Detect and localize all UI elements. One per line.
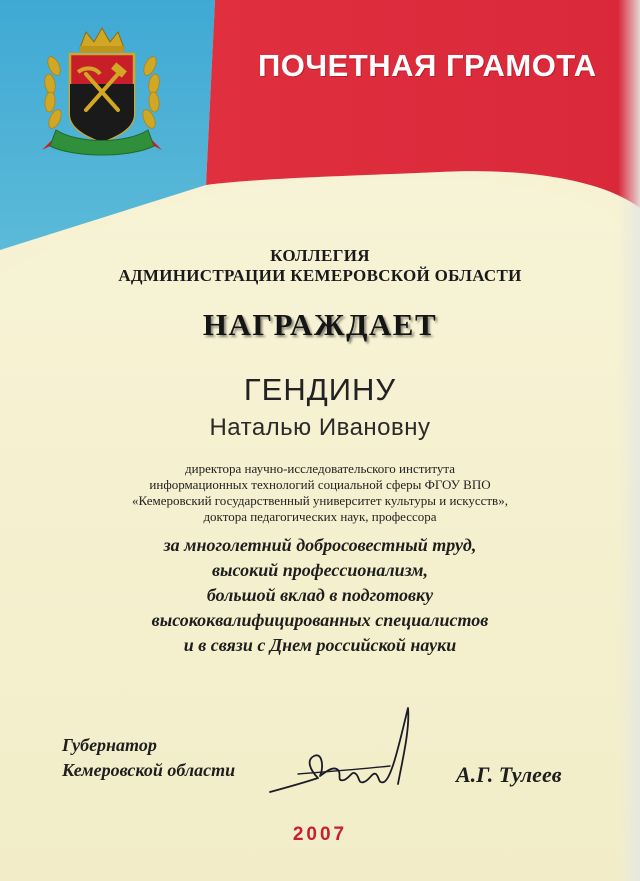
merit-line: за многолетний добросовестный труд, (163, 535, 477, 555)
position-line: информационных технологий социальной сферы ФГОУ ВПО (149, 477, 491, 492)
certificate-title: ПОЧЕТНАЯ ГРАМОТА (258, 48, 597, 83)
handwritten-signature (262, 700, 422, 810)
merit-line: большой вклад в подготовку (206, 585, 434, 605)
position-line: доктора педагогических наук, профессора (203, 509, 437, 524)
recipient-surname: ГЕНДИНУ (243, 372, 397, 407)
signatory-title-line-1: Губернатор (62, 735, 157, 755)
merit-line: и в связи с Днем российской науки (183, 635, 457, 655)
merit-line: высококвалифицированных специалистов (151, 610, 489, 630)
signatory-title-line-2: Кемеровской области (62, 760, 236, 780)
issuer-line-1: КОЛЛЕГИЯ (270, 246, 370, 265)
recipient-given-name: Наталью Ивановну (209, 414, 431, 441)
kemerovo-coat-of-arms-icon (38, 22, 166, 160)
position-line: «Кемеровский государственный университет культуры и искусств», (132, 493, 508, 508)
awards-heading: НАГРАЖДАЕТ (202, 307, 438, 342)
merit-line: высокий профессионализм, (212, 560, 428, 580)
certificate-year: 2007 (292, 824, 348, 845)
signatory-name: А.Г. Тулеев (456, 762, 562, 787)
issuer-line-2: АДМИНИСТРАЦИИ КЕМЕРОВСКОЙ ОБЛАСТИ (118, 266, 522, 285)
position-line: директора научно-исследовательского института (185, 461, 455, 476)
